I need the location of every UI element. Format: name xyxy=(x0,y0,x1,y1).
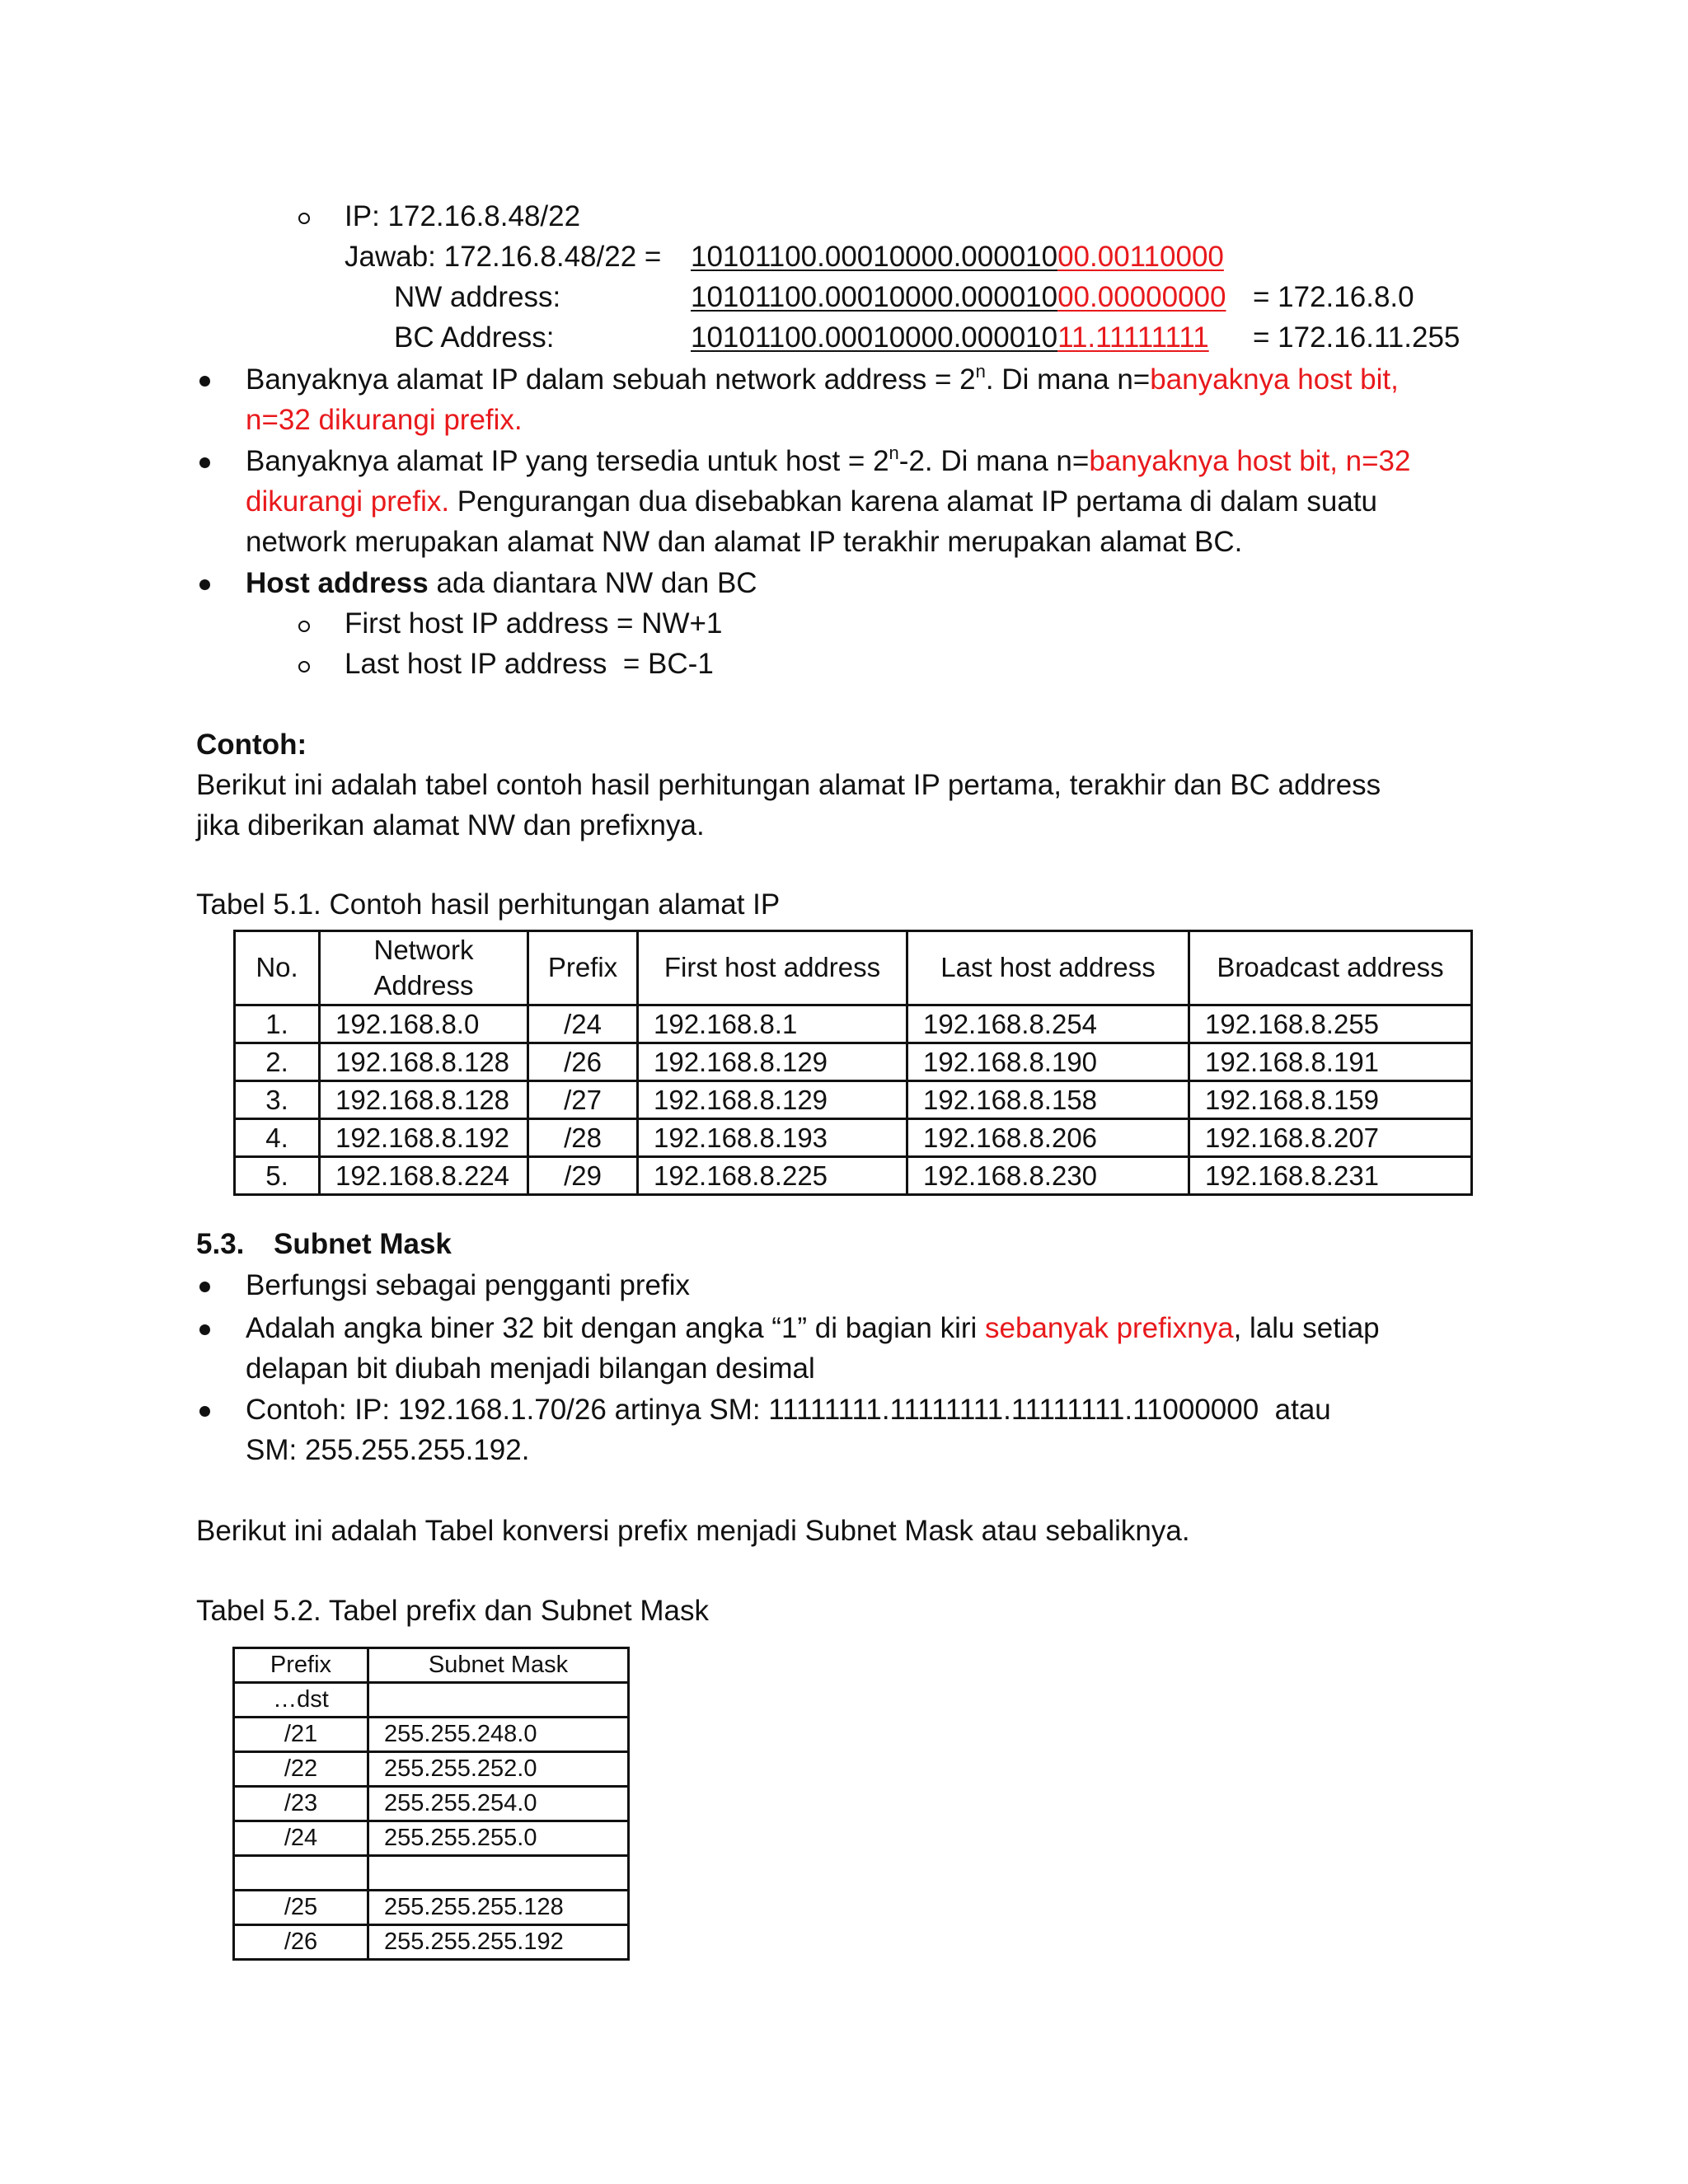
bullet-2-text-2: -2. Di mana n= xyxy=(898,445,1090,477)
cell-last-host: 192.168.8.254 xyxy=(907,1005,1189,1043)
cell-network: 192.168.8.224 xyxy=(320,1157,528,1195)
table-row xyxy=(234,1821,629,1856)
first-host-formula: First host IP address = NW+1 xyxy=(345,607,723,640)
bullet-dot-3 xyxy=(199,579,210,590)
subnet-bullet-2-line1 xyxy=(246,1312,1380,1345)
cell-subnet-mask: 255.255.255.128 xyxy=(368,1891,629,1925)
ip-binary xyxy=(691,241,1224,274)
table2-header-row xyxy=(234,1648,629,1683)
sub-bullet-last xyxy=(298,661,310,673)
header-last-host: Last host address xyxy=(907,931,1189,1005)
cell-prefix xyxy=(234,1856,368,1891)
table-row xyxy=(234,1856,629,1891)
header-prefix-2: Prefix xyxy=(234,1648,368,1683)
bullet-2-line1 xyxy=(246,445,1410,478)
bullet-dot-5 xyxy=(199,1324,210,1335)
cell-subnet-mask: 255.255.248.0 xyxy=(368,1718,629,1752)
contoh-line1: Berikut ini adalah tabel contoh hasil perhitungan alamat IP pertama, terakhir dan BC address xyxy=(196,769,1381,801)
header-prefix: Prefix xyxy=(528,931,638,1005)
bc-label: BC Address: xyxy=(394,321,555,354)
bullet-dot-4 xyxy=(199,1282,210,1292)
cell-no: 4. xyxy=(235,1119,320,1157)
table2-caption: Tabel 5.2. Tabel prefix dan Subnet Mask xyxy=(196,1595,709,1627)
table-row xyxy=(235,1005,1472,1043)
cell-network: 192.168.8.128 xyxy=(320,1043,528,1081)
cell-last-host: 192.168.8.206 xyxy=(907,1119,1189,1157)
cell-network: 192.168.8.128 xyxy=(320,1081,528,1119)
header-broadcast: Broadcast address xyxy=(1189,931,1472,1005)
cell-prefix: /26 xyxy=(528,1043,638,1081)
bullet-2-sup: n xyxy=(889,443,899,463)
bullet-1-red: banyaknya host bit, xyxy=(1150,363,1399,396)
cell-prefix: /21 xyxy=(234,1718,368,1752)
cell-no: 5. xyxy=(235,1157,320,1195)
cell-subnet-mask: 255.255.255.0 xyxy=(368,1821,629,1856)
subnet-bullet-2-text: Adalah angka biner 32 bit dengan angka “1” di bagian kiri xyxy=(246,1312,986,1344)
table-row xyxy=(235,1081,1472,1119)
bullet-1-line2: n=32 dikurangi prefix. xyxy=(246,404,523,436)
cell-prefix: /29 xyxy=(528,1157,638,1195)
nw-binary-black: 10101100.00010000.000010 xyxy=(691,281,1058,313)
header-network-line1: Network xyxy=(373,934,474,965)
ip-binary-red: 00.00110000 xyxy=(1057,241,1224,273)
nw-binary-red: 00.00000000 xyxy=(1057,281,1226,313)
cell-prefix: /26 xyxy=(234,1925,368,1960)
subnet-bullet-2-line2: delapan bit diubah menjadi bilangan desimal xyxy=(246,1352,815,1385)
cell-broadcast: 192.168.8.207 xyxy=(1189,1119,1472,1157)
bullet-dot-2 xyxy=(199,457,210,468)
header-network-line2: Address xyxy=(373,969,474,1001)
table-prefix-subnet xyxy=(232,1647,630,1961)
ip-line: IP: 172.16.8.48/22 xyxy=(345,200,581,232)
bullet-2-line2 xyxy=(246,485,1377,518)
ip-binary-black: 10101100.00010000.000010 xyxy=(691,241,1058,273)
cell-last-host: 192.168.8.190 xyxy=(907,1043,1189,1081)
bullet-3-line1 xyxy=(246,567,757,600)
bullet-2-red: banyaknya host bit, n=32 xyxy=(1089,445,1411,477)
bullet-2-line3: network merupakan alamat NW dan alamat IP terakhir merupakan alamat BC. xyxy=(246,526,1243,558)
jawab-label: Jawab: 172.16.8.48/22 = xyxy=(345,241,662,273)
cell-network: 192.168.8.0 xyxy=(320,1005,528,1043)
subnet-bullet-2-red: sebanyak prefixnya xyxy=(985,1312,1234,1344)
bc-binary xyxy=(691,321,1209,354)
cell-prefix: /27 xyxy=(528,1081,638,1119)
cell-broadcast: 192.168.8.191 xyxy=(1189,1043,1472,1081)
table-row xyxy=(234,1752,629,1787)
cell-broadcast: 192.168.8.231 xyxy=(1189,1157,1472,1195)
cell-first-host: 192.168.8.1 xyxy=(638,1005,907,1043)
table-row xyxy=(234,1891,629,1925)
cell-subnet-mask: 255.255.254.0 xyxy=(368,1787,629,1821)
table1-caption: Tabel 5.1. Contoh hasil perhitungan alamat IP xyxy=(196,888,781,921)
cell-first-host: 192.168.8.225 xyxy=(638,1157,907,1195)
nw-result: = 172.16.8.0 xyxy=(1253,281,1414,313)
bullet-2-text: Banyaknya alamat IP yang tersedia untuk host = 2 xyxy=(246,445,889,477)
cell-last-host: 192.168.8.230 xyxy=(907,1157,1189,1195)
cell-first-host: 192.168.8.193 xyxy=(638,1119,907,1157)
bc-binary-red: 11.11111111 xyxy=(1057,321,1209,354)
bullet-1-sup: n xyxy=(975,361,986,382)
nw-binary xyxy=(691,281,1226,314)
table-row xyxy=(234,1925,629,1960)
header-no: No. xyxy=(235,931,320,1005)
subnet-bullet-3-line1: Contoh: IP: 192.168.1.70/26 artinya SM: 11111111.11111111.11111111.11000000 atau xyxy=(246,1394,1331,1426)
section-title: Subnet Mask xyxy=(274,1228,452,1260)
table1-header-row xyxy=(235,931,1472,1005)
bc-result: = 172.16.11.255 xyxy=(1253,321,1461,354)
table-ip-calculation xyxy=(233,930,1473,1196)
cell-subnet-mask: 255.255.252.0 xyxy=(368,1752,629,1787)
bullet-2-text-3: Pengurangan dua disebabkan karena alamat IP pertama di dalam suatu xyxy=(449,485,1378,518)
cell-subnet-mask xyxy=(368,1683,629,1718)
cell-prefix: /24 xyxy=(528,1005,638,1043)
cell-first-host: 192.168.8.129 xyxy=(638,1081,907,1119)
header-subnet-mask: Subnet Mask xyxy=(368,1648,629,1683)
cell-no: 3. xyxy=(235,1081,320,1119)
table-row xyxy=(234,1718,629,1752)
table-row xyxy=(234,1683,629,1718)
sub-bullet-first xyxy=(298,621,310,632)
header-first-host: First host address xyxy=(638,931,907,1005)
table-row xyxy=(235,1157,1472,1195)
contoh-line2: jika diberikan alamat NW dan prefixnya. xyxy=(196,809,705,841)
contoh-heading: Contoh: xyxy=(196,729,307,761)
bullet-1-text: Banyaknya alamat IP dalam sebuah network address = 2 xyxy=(246,363,976,396)
table-row xyxy=(234,1787,629,1821)
cell-subnet-mask xyxy=(368,1856,629,1891)
bullet-1-line1 xyxy=(246,363,1399,396)
cell-subnet-mask: 255.255.255.192 xyxy=(368,1925,629,1960)
section-number: 5.3. xyxy=(196,1228,245,1260)
nw-label: NW address: xyxy=(394,281,561,313)
sub-bullet-ip xyxy=(298,213,310,224)
header-network-address xyxy=(320,931,528,1005)
cell-prefix: /28 xyxy=(528,1119,638,1157)
cell-prefix: /23 xyxy=(234,1787,368,1821)
cell-prefix: …dst xyxy=(234,1683,368,1718)
bullet-dot-1 xyxy=(199,376,210,387)
cell-prefix: /22 xyxy=(234,1752,368,1787)
subnet-bullet-1: Berfungsi sebagai pengganti prefix xyxy=(246,1269,690,1301)
cell-network: 192.168.8.192 xyxy=(320,1119,528,1157)
table-row xyxy=(235,1119,1472,1157)
bullet-1-text-2: . Di mana n= xyxy=(985,363,1151,396)
cell-last-host: 192.168.8.158 xyxy=(907,1081,1189,1119)
cell-first-host: 192.168.8.129 xyxy=(638,1043,907,1081)
bullet-3-text: ada diantara NW dan BC xyxy=(428,567,757,599)
cell-no: 2. xyxy=(235,1043,320,1081)
cell-no: 1. xyxy=(235,1005,320,1043)
last-host-formula: Last host IP address = BC-1 xyxy=(345,648,714,680)
cell-broadcast: 192.168.8.159 xyxy=(1189,1081,1472,1119)
subnet-bullet-2-text-2: , lalu setiap xyxy=(1233,1312,1380,1344)
cell-prefix: /24 xyxy=(234,1821,368,1856)
konversi-text: Berikut ini adalah Tabel konversi prefix menjadi Subnet Mask atau sebaliknya. xyxy=(196,1515,1190,1547)
cell-broadcast: 192.168.8.255 xyxy=(1189,1005,1472,1043)
subnet-bullet-3-line2: SM: 255.255.255.192. xyxy=(246,1434,530,1466)
table-row xyxy=(235,1043,1472,1081)
bc-binary-black: 10101100.00010000.000010 xyxy=(691,321,1058,354)
bullet-dot-6 xyxy=(199,1406,210,1417)
host-address-bold: Host address xyxy=(246,567,429,599)
cell-prefix: /25 xyxy=(234,1891,368,1925)
bullet-2-red-2: dikurangi prefix. xyxy=(246,485,450,518)
